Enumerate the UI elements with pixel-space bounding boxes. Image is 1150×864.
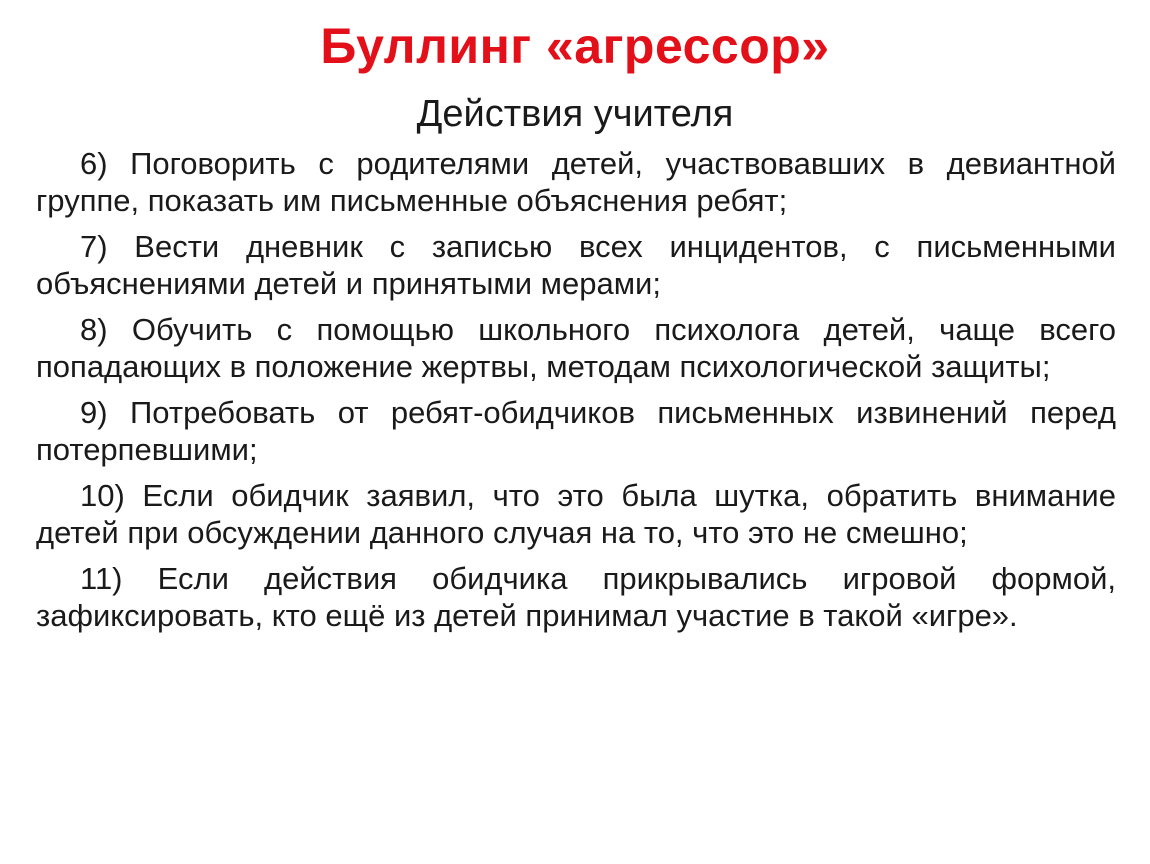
list-item-11: 11) Если действия обидчика прикрывались игровой формой, зафиксировать, кто ещё из детей принимал участие в такой «игре». xyxy=(36,561,1116,633)
list-item-8: 8) Обучить с помощью школьного психолога детей, чаще всего попадающих в положение жертвы, методам психологической защиты; xyxy=(36,312,1116,384)
slide-subtitle: Действия учителя xyxy=(416,93,734,135)
list-item-10: 10) Если обидчик заявил, что это была шутка, обратить внимание детей при обсуждении данного случая на то, что это не смешно; xyxy=(36,478,1116,550)
list-item-7: 7) Вести дневник с записью всех инцидентов, с письменными объяснениями детей и принятыми мерами; xyxy=(36,229,1116,301)
slide-title: Буллинг «агрессор» xyxy=(320,18,830,74)
list-item-6: 6) Поговорить с родителями детей, участвовавших в девиантной группе, показать им письменные объяснения ребят; xyxy=(36,146,1116,218)
action-list xyxy=(36,146,1116,644)
list-item-9: 9) Потребовать от ребят-обидчиков письменных извинений перед потерпевшими; xyxy=(36,395,1116,467)
